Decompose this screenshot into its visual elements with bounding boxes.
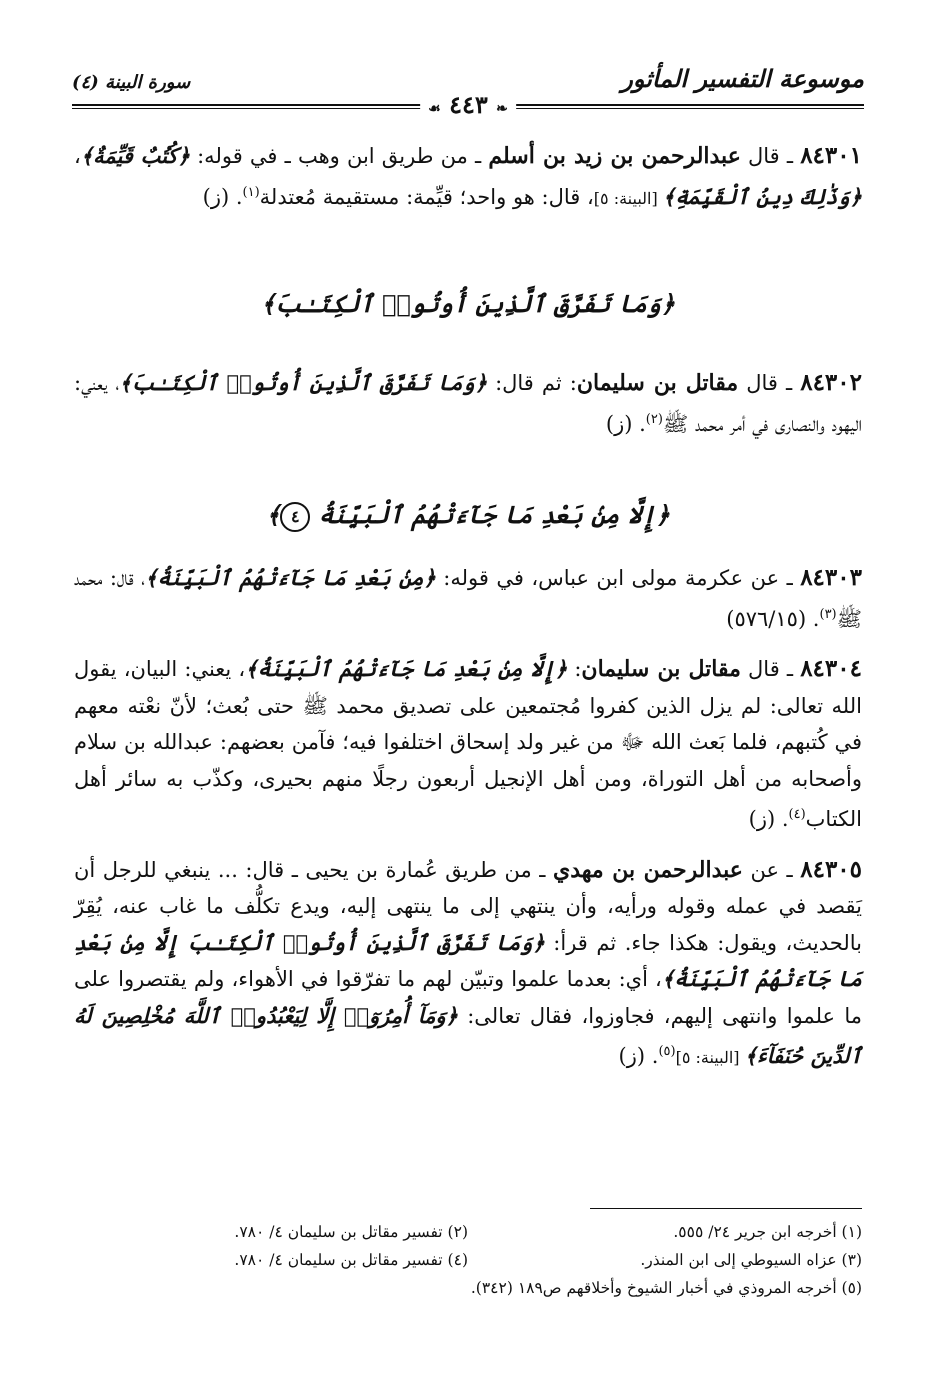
- quran-quote: ﴿إِلَّا مِنۢ بَعْدِ مَا جَآءَتْهُمُ ٱلْبَيِّنَةُ﴾: [245, 656, 568, 681]
- ornament-icon: ❧: [496, 101, 508, 117]
- entry-text: :: [567, 657, 582, 681]
- verse-heading-text: ﴿إِلَّا مِنۢ بَعْدِ مَا جَآءَتْهُمُ ٱلْبَيِّنَةُ: [318, 500, 670, 529]
- quran-quote: ﴿وَذَٰلِكَ دِينُ ٱلْقَيِّمَةِ﴾: [662, 183, 862, 209]
- entry-text: ، قال: هو واحد؛ قيِّمة: مستقيمة مُعتدلة: [259, 184, 594, 209]
- page-body: [74, 138, 862, 1077]
- ornament-icon: ☙: [428, 101, 441, 117]
- footnote-5: (٥) أخرجه المروذي في أخبار الشيوخ وأخلاقهم ص١٨٩ (٣٤٢).: [470, 1279, 862, 1297]
- entry-text: ـ عن عكرمة مولى ابن عباس، في قوله:: [435, 566, 801, 590]
- quran-quote: ﴿مِنۢ بَعْدِ مَا جَآءَتْهُمُ ٱلْبَيِّنَةُ﴾: [145, 565, 436, 590]
- entry-text: ، قال: محمد ﷺ: [74, 566, 862, 631]
- book-title: موسوعة التفسير المأثور: [621, 64, 864, 93]
- entry-number: ٨٤٣٠٤: [800, 655, 862, 682]
- footnote-marker: (٤): [788, 807, 806, 822]
- page-number: ٤٤٣: [449, 90, 488, 119]
- verse-heading: [74, 490, 862, 540]
- entry-84305: [74, 852, 862, 1077]
- quran-quote: ﴿كُتُبٌ قَيِّمَةٌ﴾: [80, 143, 190, 168]
- entry-84302: [74, 365, 862, 442]
- verse-reference: [البينة: ٥]: [675, 1048, 745, 1067]
- entry-number: ٨٤٣٠٢: [800, 369, 862, 396]
- quran-quote: ﴿وَمَا تَفَرَّقَ ٱلَّذِينَ أُوتُوا۟ ٱلْكِتَـٰبَ﴾: [119, 370, 488, 395]
- surah-title: سورة البينة (٤): [72, 72, 191, 93]
- entry-text: ـ عن: [742, 857, 801, 882]
- footnote-marker: (٥): [658, 1044, 676, 1059]
- footnote-row: [74, 1218, 862, 1246]
- footnote-row: [74, 1274, 862, 1302]
- footnote-2: (٢) تفسير مقاتل بن سليمان ٤/ ٧٨٠.: [234, 1223, 468, 1241]
- quran-quote: ﴿وَمَا تَفَرَّقَ ٱلَّذِينَ أُوتُوا۟ ٱلْكِتَـٰبَ إِلَّا مِنۢ بَعْدِ مَا جَآءَتْهُمُ ٱلْبَيِّنَةُ﴾: [74, 929, 862, 991]
- entry-text: : ثم قال:: [487, 371, 577, 395]
- entry-text: ،: [74, 144, 81, 168]
- entry-text: ، يعني: اليهود والنصارى في أمر محمد ﷺ: [74, 371, 862, 436]
- entry-number: ٨٤٣٠٣: [800, 564, 862, 591]
- entry-source: . (ز): [605, 411, 646, 436]
- entry-text: ـ قال: [740, 144, 801, 168]
- entry-84301: [74, 138, 862, 217]
- entry-text: ـ قال: [740, 657, 801, 681]
- verse-heading: ﴿وَمَا تَفَرَّقَ ٱلَّذِينَ أُوتُوا۟ ٱلْكِتَـٰبَ﴾: [261, 289, 675, 318]
- entry-text: ، يعني: البيان، يقول الله تعالى: لم يزل الذين كفروا مُجتمعين على تصديق محمد ﷺ حتى بُعث؛ لأنّ نعْته معهم في كُتبهم، فلما بَعث الله ﷻ من غير ولد إسحاق اختلفوا فيه؛ فآمن بعضهم: عبدالله بن سلام وأصحابه من أهل التوراة، ومن أهل الإنجيل أربعون رجلًا منهم بحيرى، وكذّب به سائر أهل الكتاب: [74, 657, 862, 831]
- verse-heading-close: ﴾: [266, 500, 281, 529]
- verse-reference: [البينة: ٥]: [593, 188, 663, 208]
- entry-number: ٨٤٣٠١: [800, 142, 862, 169]
- narrator-name: عبدالرحمن بن زيد بن أسلم: [488, 143, 741, 169]
- narrator-name: مقاتل بن سليمان: [581, 656, 741, 682]
- footnote-row: [74, 1246, 862, 1274]
- footnote-marker: (٣): [819, 606, 837, 622]
- entry-text: ، أي: بعدما علموا وتبيّن لهم ما تفرّقوا في الأهواء، ولم يقتصروا على ما علموا وانتهى إليهم، فجاوزوا، فقال تعالى:: [74, 967, 862, 1028]
- footnote-marker: (١): [242, 184, 260, 200]
- entry-84304: [74, 651, 862, 838]
- running-head: [72, 64, 864, 119]
- page-number-box: [420, 90, 516, 119]
- quran-quote: ﴿وَمَآ أُمِرُوٓا۟ إِلَّا لِيَعْبُدُوا۟ ٱللَّهَ مُخْلِصِينَ لَهُ ٱلدِّينَ حُنَفَآءَ﴾: [74, 1002, 862, 1068]
- entry-84303: [74, 560, 862, 637]
- entry-number: ٨٤٣٠٥: [800, 855, 863, 883]
- footnote-separator: [590, 1208, 862, 1209]
- footnote-4: (٤) تفسير مقاتل بن سليمان ٤/ ٧٨٠.: [234, 1251, 468, 1269]
- entry-source: . (ز): [618, 1044, 659, 1068]
- footnote-marker: (٢): [645, 411, 663, 427]
- entry-source: . (ز): [202, 184, 243, 209]
- entry-text: ـ قال: [738, 371, 801, 395]
- footnote-1: (١) أخرجه ابن جرير ٢٤/ ٥٥٥.: [673, 1223, 862, 1241]
- entry-text: ـ من طريق ابن وهب ـ في قوله:: [189, 144, 489, 168]
- footnote-3: (٣) عزاه السيوطي إلى ابن المنذر.: [640, 1251, 862, 1269]
- entry-source: . (٥٧٦/١٥): [726, 606, 820, 631]
- entry-text: ـ من طريق عُمارة بن يحيى ـ قال: ... ينبغي للرجل أن يَقصد في عمله وقوله ورأيه، وأن ينتهي إلى ما ينتهى إليه، ويدع تكلُّف ما غاب عنه، يُقِرّ بالحديث، ويقول: هكذا جاء. ثم قرأ:: [74, 857, 862, 955]
- verse-number-icon: ٤: [280, 502, 310, 532]
- entry-source: . (ز): [748, 807, 789, 831]
- footnotes: [74, 1218, 862, 1302]
- narrator-name: عبدالرحمن بن مهدي: [552, 856, 743, 883]
- narrator-name: مقاتل بن سليمان: [576, 370, 739, 396]
